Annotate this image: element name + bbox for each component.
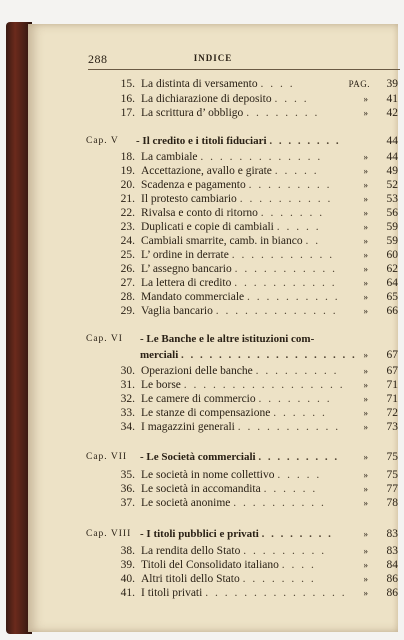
entry-title: Rivalsa e conto di ritorno . . . . . . .	[141, 207, 325, 219]
entry-page: 44	[386, 151, 398, 163]
entry-title: La distinta di versamento . . . .	[141, 78, 295, 90]
ditto-mark: »	[363, 452, 368, 462]
chapter-title: - Il credito e i titoli fiduciari . . . . . . . .	[136, 135, 341, 147]
toc-entry	[28, 304, 398, 318]
entry-page: 59	[386, 221, 398, 233]
entry-page: 75	[386, 469, 398, 481]
entry-page: 78	[386, 497, 398, 509]
toc-entry	[28, 406, 398, 420]
entry-number: 33.	[120, 407, 135, 419]
entry-title: L’ ordine in derrate . . . . . . . . . . .	[141, 249, 335, 261]
ditto-mark: »	[363, 94, 368, 104]
entry-page: 84	[386, 559, 398, 571]
entry-title: Le società in accomandita . . . . . .	[141, 483, 318, 495]
ditto-mark: »	[363, 422, 368, 432]
toc-entry	[28, 496, 398, 510]
ditto-mark: »	[363, 350, 368, 360]
entry-number: 35.	[120, 469, 135, 481]
entry-page: 60	[386, 249, 398, 261]
ditto-mark: »	[363, 166, 368, 176]
ditto-mark: »	[363, 546, 368, 556]
entry-number: 15.	[120, 78, 135, 90]
chapter-heading	[28, 332, 398, 346]
entry-page: 71	[386, 393, 398, 405]
entry-page: 66	[386, 305, 398, 317]
chapter-label: Cap. V	[86, 136, 119, 146]
entry-number: 31.	[120, 379, 135, 391]
entry-page: 71	[386, 379, 398, 391]
toc-entry	[28, 586, 398, 600]
chapter-title: - I titoli pubblici e privati . . . . . . . .	[140, 528, 333, 540]
entry-title: I magazzini generali . . . . . . . . . . .	[141, 421, 341, 433]
toc-entry	[28, 572, 398, 586]
entry-title: Accettazione, avallo e girate . . . . .	[141, 165, 319, 177]
entry-page: 86	[386, 573, 398, 585]
toc-entry	[28, 558, 398, 572]
entry-page: 39	[386, 78, 398, 90]
ditto-mark: »	[363, 574, 368, 584]
chapter-title-continued: merciali . . . . . . . . . . . . . . . . . . .	[140, 349, 357, 361]
book-page	[28, 24, 398, 632]
entry-number: 18.	[120, 151, 135, 163]
entry-number: 24.	[120, 235, 135, 247]
entry-page: 77	[386, 483, 398, 495]
ditto-mark: »	[363, 236, 368, 246]
entry-number: 19.	[120, 165, 135, 177]
entry-title: Le stanze di compensazione . . . . . .	[141, 407, 327, 419]
entry-title: La dichiarazione di deposito . . . .	[141, 93, 309, 105]
ditto-mark: »	[363, 380, 368, 390]
chapter-heading-continued	[28, 348, 398, 362]
entry-page: 65	[386, 291, 398, 303]
entry-page: 49	[386, 165, 398, 177]
table-of-contents	[28, 24, 398, 632]
entry-title: Titoli del Consolidato italiano . . . .	[141, 559, 316, 571]
toc-entry	[28, 544, 398, 558]
entry-title: Duplicati e copie di cambiali . . . . .	[141, 221, 321, 233]
entry-title: Vaglia bancario . . . . . . . . . . . . .	[141, 305, 338, 317]
ditto-mark: »	[363, 470, 368, 480]
entry-number: 28.	[120, 291, 135, 303]
entry-page: 59	[386, 235, 398, 247]
entry-number: 40.	[120, 573, 135, 585]
page-prefix: PAG.	[348, 79, 370, 89]
toc-entry	[28, 164, 398, 178]
entry-number: 36.	[120, 483, 135, 495]
chapter-title: - Le Società commerciali . . . . . . . . .	[140, 451, 340, 463]
entry-title: La lettera di credito . . . . . . . . . . .	[141, 277, 337, 289]
entry-number: 39.	[120, 559, 135, 571]
toc-entry	[28, 420, 398, 434]
toc-entry	[28, 150, 398, 164]
chapter-page: 44	[386, 135, 398, 147]
entry-page: 64	[386, 277, 398, 289]
ditto-mark: »	[363, 292, 368, 302]
entry-page: 52	[386, 179, 398, 191]
entry-number: 20.	[120, 179, 135, 191]
chapter-label: Cap. VIII	[86, 529, 132, 539]
chapter-page: 83	[386, 528, 398, 540]
entry-title: Le borse . . . . . . . . . . . . . . . . .	[141, 379, 345, 391]
entry-title: Il protesto cambiario . . . . . . . . . .	[141, 193, 333, 205]
entry-title: La scrittura d’ obbligo . . . . . . . .	[141, 107, 320, 119]
entry-number: 23.	[120, 221, 135, 233]
chapter-heading	[28, 134, 398, 148]
ditto-mark: »	[363, 408, 368, 418]
ditto-mark: »	[363, 588, 368, 598]
ditto-mark: »	[363, 529, 368, 539]
entry-number: 21.	[120, 193, 135, 205]
toc-entry	[28, 392, 398, 406]
toc-entry	[28, 248, 398, 262]
page-header-title: INDICE	[193, 53, 233, 63]
ditto-mark: »	[363, 366, 368, 376]
entry-number: 38.	[120, 545, 135, 557]
chapter-title: - Le Banche e le altre istituzioni com-	[140, 333, 315, 345]
toc-entry	[28, 206, 398, 220]
toc-entry	[28, 468, 398, 482]
entry-title: I titoli privati . . . . . . . . . . . . . . .	[141, 587, 347, 599]
entry-page: 83	[386, 545, 398, 557]
ditto-mark: »	[363, 306, 368, 316]
toc-entry	[28, 378, 398, 392]
ditto-mark: »	[363, 194, 368, 204]
entry-title: La cambiale . . . . . . . . . . . . .	[141, 151, 323, 163]
entry-page: 62	[386, 263, 398, 275]
entry-number: 32.	[120, 393, 135, 405]
toc-entry	[28, 178, 398, 192]
entry-number: 27.	[120, 277, 135, 289]
entry-title: Altri titoli dello Stato . . . . . . . .	[141, 573, 316, 585]
chapter-heading	[28, 527, 398, 541]
chapter-heading	[28, 450, 398, 464]
entry-number: 34.	[120, 421, 135, 433]
toc-entry	[28, 106, 398, 120]
entry-title: Scadenza e pagamento . . . . . . . . .	[141, 179, 332, 191]
entry-number: 25.	[120, 249, 135, 261]
toc-entry	[28, 192, 398, 206]
entry-title: Le società anonime . . . . . . . . . .	[141, 497, 326, 509]
entry-page: 67	[386, 365, 398, 377]
toc-entry	[28, 482, 398, 496]
ditto-mark: »	[363, 394, 368, 404]
toc-entry	[28, 220, 398, 234]
entry-page: 41	[386, 93, 398, 105]
page-number: 288	[88, 52, 108, 66]
entry-page: 86	[386, 587, 398, 599]
entry-page: 42	[386, 107, 398, 119]
toc-entry	[28, 290, 398, 304]
entry-title: Le camere di commercio . . . . . . . .	[141, 393, 332, 405]
chapter-label: Cap. VI	[86, 334, 123, 344]
entry-number: 16.	[120, 93, 135, 105]
entry-page: 73	[386, 421, 398, 433]
ditto-mark: »	[363, 498, 368, 508]
entry-page: 56	[386, 207, 398, 219]
toc-entry	[28, 234, 398, 248]
entry-number: 29.	[120, 305, 135, 317]
entry-number: 22.	[120, 207, 135, 219]
entry-number: 30.	[120, 365, 135, 377]
entry-number: 37.	[120, 497, 135, 509]
entry-number: 41.	[120, 587, 135, 599]
toc-entry	[28, 364, 398, 378]
toc-entry	[28, 276, 398, 290]
chapter-page: 75	[386, 451, 398, 463]
ditto-mark: »	[363, 278, 368, 288]
entry-title: Le società in nome collettivo . . . . .	[141, 469, 322, 481]
entry-number: 17.	[120, 107, 135, 119]
ditto-mark: »	[363, 264, 368, 274]
ditto-mark: »	[363, 108, 368, 118]
entry-number: 26.	[120, 263, 135, 275]
toc-entry	[28, 92, 398, 106]
entry-title: Cambiali smarrite, camb. in bianco . .	[141, 235, 321, 247]
entry-page: 72	[386, 407, 398, 419]
entry-title: L’ assegno bancario . . . . . . . . . . .	[141, 263, 337, 275]
entry-title: Mandato commerciale . . . . . . . . . .	[141, 291, 340, 303]
chapter-label: Cap. VII	[86, 452, 128, 462]
entry-title: La rendita dello Stato . . . . . . . . .	[141, 545, 327, 557]
entry-title: Operazioni delle banche . . . . . . . . .	[141, 365, 339, 377]
ditto-mark: »	[363, 560, 368, 570]
toc-entry	[28, 262, 398, 276]
chapter-page: 67	[386, 349, 398, 361]
entry-page: 53	[386, 193, 398, 205]
ditto-mark: »	[363, 180, 368, 190]
toc-entry	[28, 77, 398, 91]
ditto-mark: »	[363, 152, 368, 162]
ditto-mark: »	[363, 222, 368, 232]
ditto-mark: »	[363, 208, 368, 218]
ditto-mark: »	[363, 484, 368, 494]
ditto-mark: »	[363, 250, 368, 260]
